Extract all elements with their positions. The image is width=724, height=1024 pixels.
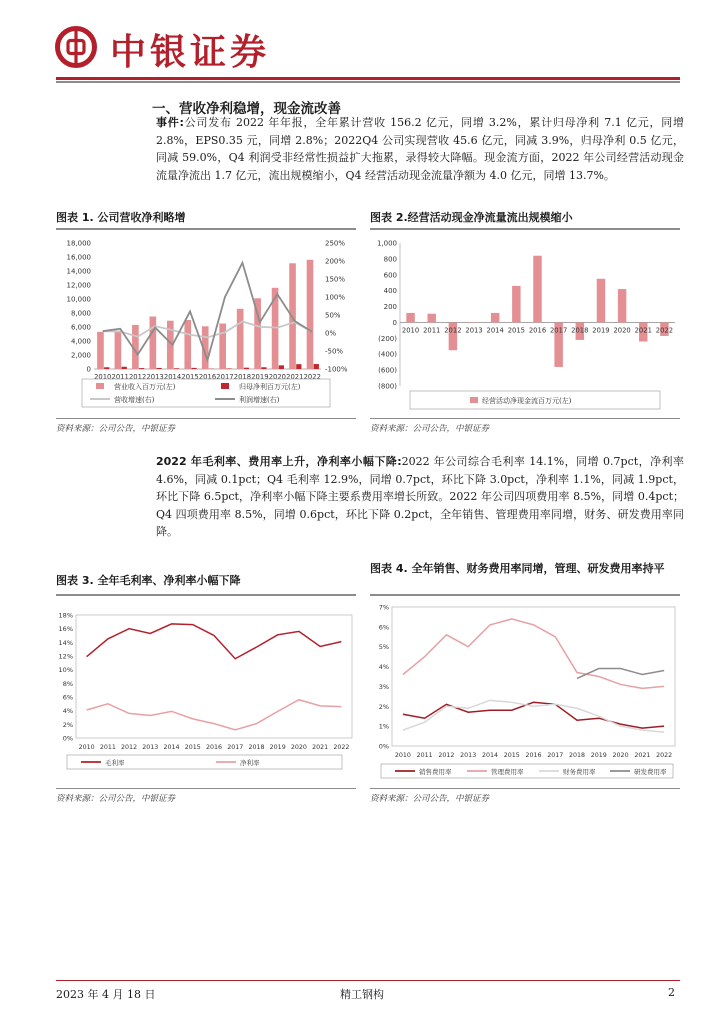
x-tick-label: 2022 bbox=[333, 744, 350, 751]
legend-swatch bbox=[470, 397, 478, 403]
figure4-bottom-rule bbox=[370, 788, 680, 789]
net-profit-bar bbox=[226, 368, 231, 369]
legend-swatch bbox=[96, 383, 104, 389]
y-tick-label: 2% bbox=[378, 702, 389, 711]
figure3-chart bbox=[56, 597, 356, 787]
legend-label: 营业收入百万元(左) bbox=[114, 383, 176, 391]
x-tick-label: 2014 bbox=[481, 752, 498, 759]
figure1-top-rule bbox=[56, 228, 356, 230]
x-tick-label: 2020 bbox=[290, 744, 307, 751]
x-tick-label: 2013 bbox=[142, 744, 159, 751]
x-tick-label: 2020 bbox=[268, 373, 287, 381]
event-lead: 事件: bbox=[156, 116, 184, 129]
figure2-source: 资料来源：公司公告，中银证券 bbox=[370, 424, 490, 434]
y-right-tick-label: 150% bbox=[325, 275, 346, 284]
y-tick-label: 10% bbox=[58, 666, 73, 675]
y-tick-label: 400 bbox=[383, 287, 397, 296]
revenue-bar bbox=[219, 324, 226, 370]
series-line-3 bbox=[577, 669, 664, 679]
x-tick-label: 2014 bbox=[163, 744, 180, 751]
net-profit-bar bbox=[314, 364, 319, 369]
figure4-source: 资料来源：公司公告，中银证券 bbox=[370, 794, 490, 804]
x-tick-label: 2015 bbox=[184, 744, 201, 751]
x-tick-label: 2017 bbox=[216, 373, 234, 381]
revenue-bar bbox=[237, 309, 244, 369]
x-tick-label: 2020 bbox=[613, 326, 631, 335]
legend-label: 财务费用率 bbox=[563, 768, 596, 776]
cashflow-bar bbox=[428, 314, 436, 323]
series-line-2 bbox=[403, 700, 664, 732]
figure3-source: 资料来源：公司公告，中银证券 bbox=[56, 794, 176, 804]
x-tick-label: 2010 bbox=[78, 744, 95, 751]
plot-frame bbox=[76, 615, 352, 738]
y-left-tick-label: 4,000 bbox=[70, 337, 91, 346]
y-tick-label: 5% bbox=[378, 643, 389, 652]
y-tick-label: 800 bbox=[383, 255, 397, 264]
y-tick-label: 1% bbox=[378, 722, 389, 731]
y-tick-label: 16% bbox=[58, 625, 73, 634]
y-tick-label: 18% bbox=[58, 611, 73, 620]
event-paragraph bbox=[156, 114, 684, 184]
margin-text: 2022 年公司综合毛利率 14.1%，同增 0.7pct，净利率 4.6%，同减 0.1pct；Q4 毛利率 12.9%，同增 0.7pct，环比下降 3.0pct，净利率 1.1%，同减 1.9pct，环比下降 6.5pct，净利率小幅下降主要系费用率增长所致。2022 年公司四项费用率 8.5%，同增 0.4pct；Q4 四项费用率 8.5%，同增 0.6pct，环比下降 0.2pct，全年销售、管理费用率同增，财务、研发费用率同降。 bbox=[156, 455, 685, 539]
figure3-bottom-rule bbox=[56, 788, 356, 789]
cashflow-bar bbox=[597, 279, 605, 323]
revenue-bar bbox=[307, 260, 314, 369]
y-left-tick-label: 12,000 bbox=[66, 281, 91, 290]
legend-label: 销售费用率 bbox=[419, 768, 452, 776]
y-left-tick-label: 6,000 bbox=[70, 323, 91, 332]
x-tick-label: 2012 bbox=[128, 373, 147, 381]
footer-rule bbox=[56, 980, 680, 981]
y-left-tick-label: 14,000 bbox=[66, 267, 91, 276]
y-tick-label: (600) bbox=[378, 366, 397, 375]
x-tick-label: 2011 bbox=[423, 326, 441, 335]
legend-label: 营收增速(右) bbox=[114, 396, 155, 404]
y-tick-label: 12% bbox=[58, 652, 73, 661]
x-tick-label: 2019 bbox=[592, 326, 610, 335]
x-tick-label: 2016 bbox=[205, 744, 223, 751]
x-tick-label: 2017 bbox=[227, 744, 244, 751]
legend-swatch bbox=[221, 383, 229, 389]
y-right-tick-label: -50% bbox=[325, 347, 344, 356]
x-tick-label: 2013 bbox=[146, 373, 164, 381]
cashflow-bar bbox=[533, 256, 541, 323]
y-left-tick-label: 0 bbox=[86, 365, 91, 374]
x-tick-label: 2012 bbox=[444, 326, 462, 335]
x-tick-label: 2014 bbox=[486, 326, 504, 335]
y-tick-label: (400) bbox=[378, 350, 397, 359]
figure4-chart bbox=[370, 597, 680, 787]
figure3-title: 图表 3. 全年毛利率、净利率小幅下降 bbox=[56, 574, 241, 587]
y-tick-label: (800) bbox=[378, 382, 397, 391]
series-line-0 bbox=[87, 624, 342, 659]
x-tick-label: 2012 bbox=[438, 752, 455, 759]
revenue-bar bbox=[184, 320, 191, 369]
x-tick-label: 2014 bbox=[163, 373, 182, 381]
revenue-bar bbox=[97, 332, 104, 369]
x-tick-label: 2011 bbox=[99, 744, 116, 751]
y-tick-label: 4% bbox=[378, 663, 389, 672]
net-profit-bar bbox=[122, 367, 127, 369]
legend-label: 利润增速(右) bbox=[239, 396, 280, 404]
brand-name: 中银证券 bbox=[110, 32, 271, 73]
revenue-bar bbox=[150, 317, 157, 370]
x-tick-label: 2011 bbox=[416, 752, 433, 759]
legend-label: 毛利率 bbox=[105, 759, 125, 767]
legend-label: 研发费用率 bbox=[634, 768, 667, 776]
x-tick-label: 2018 bbox=[569, 752, 586, 759]
y-left-tick-label: 10,000 bbox=[66, 295, 91, 304]
margin-lead: 2022 年毛利率、费用率上升，净利率小幅下降: bbox=[156, 455, 402, 468]
net-profit-bar bbox=[174, 368, 179, 369]
x-tick-label: 2022 bbox=[303, 373, 321, 381]
figure3-top-rule bbox=[56, 594, 356, 596]
y-tick-label: 2% bbox=[62, 720, 73, 729]
cashflow-bar bbox=[491, 313, 499, 323]
x-tick-label: 2012 bbox=[121, 744, 138, 751]
figure1-chart bbox=[56, 231, 356, 416]
figure1-bottom-rule bbox=[56, 418, 356, 419]
footer-date: 2023 年 4 月 18 日 bbox=[56, 988, 156, 1001]
x-tick-label: 2018 bbox=[571, 326, 589, 335]
x-tick-label: 2015 bbox=[503, 752, 520, 759]
margin-paragraph bbox=[156, 453, 684, 541]
figure2-bottom-rule bbox=[370, 418, 680, 419]
series-line-1 bbox=[87, 700, 342, 730]
x-tick-label: 2022 bbox=[656, 752, 673, 759]
y-tick-label: 0% bbox=[378, 742, 389, 751]
plot-frame bbox=[392, 607, 675, 746]
net-profit-bar bbox=[261, 367, 266, 369]
x-tick-label: 2010 bbox=[401, 326, 420, 335]
net-profit-bar bbox=[104, 367, 109, 369]
y-tick-label: 200 bbox=[383, 303, 397, 312]
y-right-tick-label: 100% bbox=[325, 293, 346, 302]
y-right-tick-label: 0% bbox=[325, 329, 337, 338]
x-tick-label: 2013 bbox=[465, 326, 483, 335]
y-tick-label: 0% bbox=[62, 734, 73, 743]
x-tick-label: 2016 bbox=[528, 326, 547, 335]
cashflow-bar bbox=[470, 322, 478, 323]
cashflow-bar bbox=[512, 286, 520, 323]
figure4-title: 图表 4. 全年销售、财务费用率同增，管理、研发费用率持平 bbox=[370, 562, 665, 575]
footer-company: 精工钢构 bbox=[340, 988, 384, 1001]
legend-label: 归母净利百万元(左) bbox=[239, 383, 301, 391]
net-profit-bar bbox=[244, 368, 249, 369]
y-tick-label: 8% bbox=[62, 679, 73, 688]
net-profit-bar bbox=[157, 368, 162, 369]
y-tick-label: 1,000 bbox=[376, 239, 397, 248]
y-right-tick-label: -100% bbox=[325, 365, 348, 374]
y-tick-label: 3% bbox=[378, 682, 389, 691]
y-tick-label: 4% bbox=[62, 707, 73, 716]
y-right-tick-label: 250% bbox=[325, 239, 346, 248]
header-rule-red bbox=[56, 77, 680, 80]
y-left-tick-label: 16,000 bbox=[66, 253, 91, 262]
x-tick-label: 2018 bbox=[233, 373, 252, 381]
y-tick-label: 14% bbox=[58, 638, 73, 647]
y-right-tick-label: 50% bbox=[325, 311, 341, 320]
x-tick-label: 2021 bbox=[634, 752, 651, 759]
event-text: 公司发布 2022 年年报，全年累计营收 156.2 亿元，同增 3.2%，累计归母净利 7.1 亿元，同增 2.8%，EPS0.35 元，同增 2.8%；2022Q4 公司实现营收 45.6 亿元，同减 3.9%，归母净利 0.5 亿元，同减 59.0%，Q4 利润受非经常性损益扩大拖累，录得较大降幅。现金流方面，2022 年公司经营活动现金流量净流出 1.7 亿元，流出规模缩小，Q4 经营活动现金流量净额为 4.0 亿元，同增 13.7%。 bbox=[156, 116, 684, 182]
x-tick-label: 2015 bbox=[507, 326, 526, 335]
y-tick-label: 600 bbox=[383, 271, 397, 280]
x-tick-label: 2015 bbox=[181, 373, 199, 381]
bank-of-china-logo bbox=[55, 26, 97, 68]
page-header bbox=[0, 0, 724, 84]
page-number: 2 bbox=[668, 986, 675, 999]
y-tick-label: 6% bbox=[62, 693, 73, 702]
y-tick-label: 7% bbox=[378, 603, 389, 612]
x-tick-label: 2011 bbox=[111, 373, 129, 381]
legend-label: 经营活动净现金流百万元(左) bbox=[482, 397, 572, 405]
x-tick-label: 2021 bbox=[312, 744, 329, 751]
y-left-tick-label: 2,000 bbox=[70, 351, 91, 360]
x-tick-label: 2019 bbox=[590, 752, 607, 759]
x-tick-label: 2017 bbox=[547, 752, 564, 759]
y-left-tick-label: 8,000 bbox=[70, 309, 91, 318]
cashflow-bar bbox=[618, 289, 626, 322]
y-tick-label: 0 bbox=[392, 318, 397, 327]
x-tick-label: 2017 bbox=[549, 326, 568, 335]
x-tick-label: 2016 bbox=[198, 373, 217, 381]
series-line-1 bbox=[403, 619, 664, 689]
net-profit-bar bbox=[139, 368, 144, 369]
section-title: 一、营收净利稳增，现金流改善 bbox=[152, 101, 341, 117]
figure1-source: 资料来源：公司公告，中银证券 bbox=[56, 424, 176, 434]
legend-label: 净利率 bbox=[240, 759, 260, 767]
x-tick-label: 2010 bbox=[394, 752, 411, 759]
x-tick-label: 2022 bbox=[655, 326, 674, 335]
net-profit-bar bbox=[191, 368, 196, 369]
y-tick-label: 6% bbox=[378, 623, 389, 632]
net-profit-bar bbox=[279, 365, 284, 369]
legend-label: 管理费用率 bbox=[491, 768, 524, 776]
revenue-bar bbox=[115, 331, 122, 370]
figure4-top-rule bbox=[370, 594, 680, 596]
figure1-title: 图表 1. 公司营收净利略增 bbox=[56, 211, 186, 224]
x-tick-label: 2010 bbox=[94, 373, 112, 381]
x-tick-label: 2018 bbox=[248, 744, 265, 751]
cashflow-bar bbox=[406, 313, 414, 323]
x-tick-label: 2019 bbox=[251, 373, 269, 381]
x-tick-label: 2019 bbox=[269, 744, 286, 751]
x-tick-label: 2021 bbox=[634, 326, 652, 335]
header-rule-grey bbox=[56, 81, 680, 83]
x-tick-label: 2021 bbox=[286, 373, 304, 381]
figure2-title: 图表 2.经营活动现金净流量流出规模缩小 bbox=[370, 211, 573, 224]
figure2-chart bbox=[370, 231, 680, 416]
x-tick-label: 2016 bbox=[525, 752, 542, 759]
y-left-tick-label: 18,000 bbox=[66, 239, 91, 248]
figure2-top-rule bbox=[370, 228, 680, 230]
net-profit-bar bbox=[296, 364, 301, 369]
x-tick-label: 2020 bbox=[612, 752, 629, 759]
y-right-tick-label: 200% bbox=[325, 257, 346, 266]
y-tick-label: (200) bbox=[378, 334, 397, 343]
x-tick-label: 2013 bbox=[460, 752, 477, 759]
